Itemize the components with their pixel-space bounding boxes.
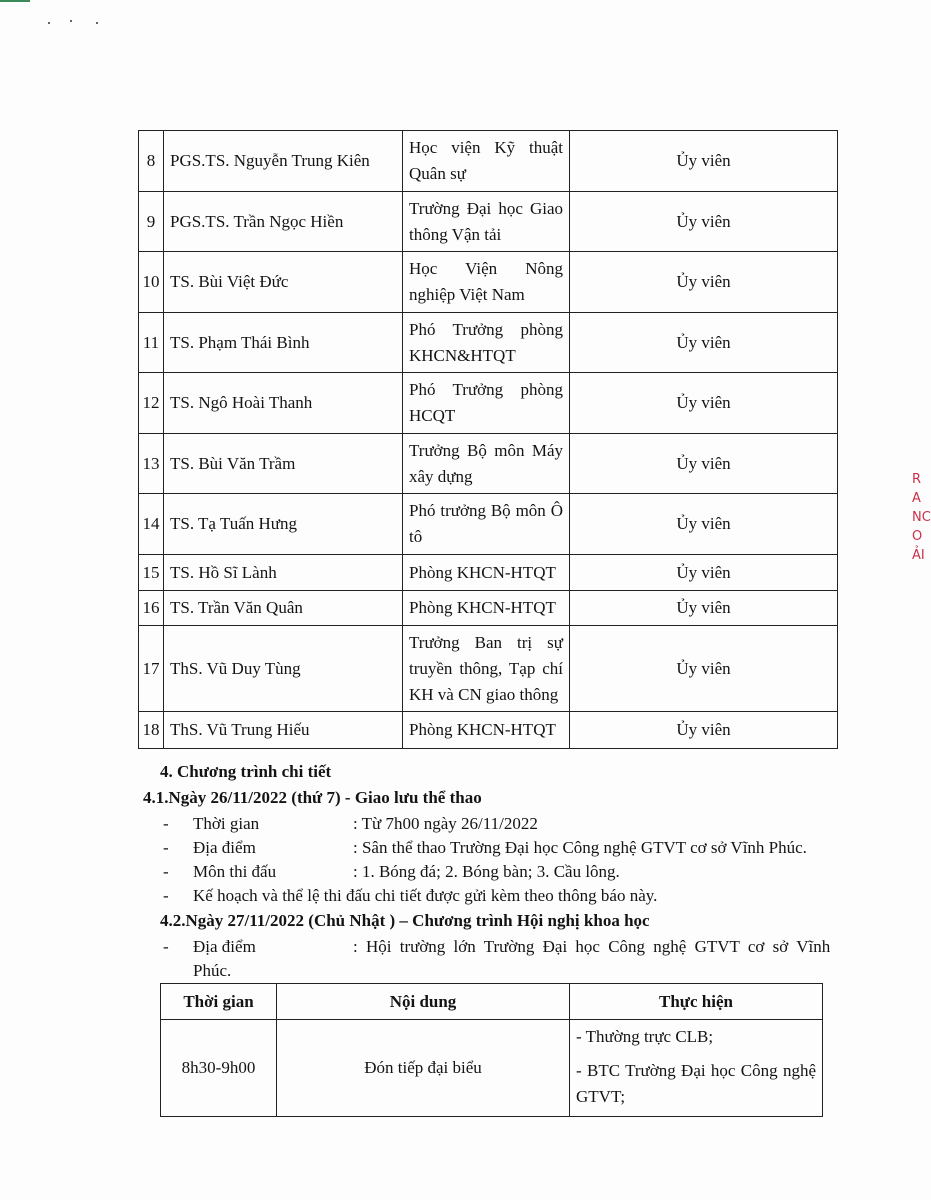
member-organization: Phó Trưởng phòng HCQT <box>403 373 570 434</box>
member-name: ThS. Vũ Trung Hiếu <box>164 712 403 749</box>
table-row <box>139 591 838 626</box>
dash-marker: - <box>163 838 169 857</box>
program-table <box>160 983 823 1117</box>
member-organization: Phòng KHCN-HTQT <box>403 555 570 591</box>
program-time: 8h30-9h00 <box>161 1020 277 1117</box>
table-row <box>139 494 838 555</box>
table-row <box>139 131 838 192</box>
member-role: Ủy viên <box>570 434 838 494</box>
member-role: Ủy viên <box>570 712 838 749</box>
scan-speck <box>70 20 72 22</box>
table-row <box>139 192 838 252</box>
scan-edge-mark <box>0 0 30 2</box>
scan-speck <box>48 22 50 24</box>
member-name: TS. Phạm Thái Bình <box>164 313 403 373</box>
member-role: Ủy viên <box>570 494 838 555</box>
member-name: TS. Bùi Việt Đức <box>164 252 403 313</box>
member-organization: Phòng KHCN-HTQT <box>403 591 570 626</box>
member-number: 13 <box>139 434 164 494</box>
member-organization: Trưởng Ban trị sự truyền thông, Tạp chí KH và CN giao thông <box>403 626 570 712</box>
member-role: Ủy viên <box>570 591 838 626</box>
info-label: Địa điểm <box>193 937 256 956</box>
table-row <box>139 712 838 749</box>
member-number: 8 <box>139 131 164 192</box>
subsection-heading: 4.2.Ngày 27/11/2022 (Chủ Nhật ) – Chương trình Hội nghị khoa học <box>160 911 650 930</box>
member-role: Ủy viên <box>570 313 838 373</box>
info-value: : 1. Bóng đá; 2. Bóng bàn; 3. Cầu lông. <box>353 862 620 881</box>
member-number: 17 <box>139 626 164 712</box>
info-value: : Hội trường lớn Trường Đại học Công nghệ GTVT cơ sở Vĩnh <box>353 937 831 956</box>
dash-marker: - <box>163 814 169 833</box>
member-number: 18 <box>139 712 164 749</box>
member-role: Ủy viên <box>570 131 838 192</box>
table-row <box>139 373 838 434</box>
exec-line: - BTC Trường Đại học Công nghệ GTVT; <box>576 1061 816 1106</box>
member-role: Ủy viên <box>570 626 838 712</box>
note-text: Kế hoạch và thể lệ thi đấu chi tiết được gửi kèm theo thông báo này. <box>193 886 658 905</box>
header-exec: Thực hiện <box>570 984 823 1020</box>
member-role: Ủy viên <box>570 252 838 313</box>
committee-table <box>138 130 838 749</box>
member-organization: Phó trưởng Bộ môn Ô tô <box>403 494 570 555</box>
info-label: Thời gian <box>193 814 260 833</box>
table-row <box>139 252 838 313</box>
section-heading: 4. Chương trình chi tiết <box>160 762 332 781</box>
stamp-fragment: R A NC O ẢI <box>912 472 931 563</box>
member-number: 11 <box>139 313 164 373</box>
table-row <box>139 555 838 591</box>
dash-marker: - <box>163 886 169 905</box>
member-name: TS. Ngô Hoài Thanh <box>164 373 403 434</box>
member-role: Ủy viên <box>570 555 838 591</box>
member-organization: Phó Trưởng phòng KHCN&HTQT <box>403 313 570 373</box>
dash-marker: - <box>163 862 169 881</box>
table-row <box>139 313 838 373</box>
info-label: Môn thi đấu <box>193 862 277 881</box>
member-role: Ủy viên <box>570 192 838 252</box>
member-name: TS. Tạ Tuấn Hưng <box>164 494 403 555</box>
member-number: 10 <box>139 252 164 313</box>
member-organization: Trường Đại học Giao thông Vận tải <box>403 192 570 252</box>
member-organization: Học viện Kỹ thuật Quân sự <box>403 131 570 192</box>
table-row <box>139 626 838 712</box>
member-name: ThS. Vũ Duy Tùng <box>164 626 403 712</box>
scan-speck <box>96 22 98 24</box>
program-content: Đón tiếp đại biểu <box>277 1020 570 1117</box>
subsection-heading: 4.1.Ngày 26/11/2022 (thứ 7) - Giao lưu thể thao <box>143 788 482 807</box>
info-label: Địa điểm <box>193 838 256 857</box>
member-number: 15 <box>139 555 164 591</box>
member-organization: Phòng KHCN-HTQT <box>403 712 570 749</box>
header-time: Thời gian <box>161 984 277 1020</box>
info-value: : Từ 7h00 ngày 26/11/2022 <box>353 814 538 833</box>
header-content: Nội dung <box>277 984 570 1020</box>
member-role: Ủy viên <box>570 373 838 434</box>
member-name: TS. Bùi Văn Trầm <box>164 434 403 494</box>
member-name: TS. Trần Văn Quân <box>164 591 403 626</box>
member-number: 16 <box>139 591 164 626</box>
program-exec <box>570 1020 823 1117</box>
info-continuation: Phúc. <box>193 961 232 980</box>
dash-marker: - <box>163 937 169 956</box>
member-number: 9 <box>139 192 164 252</box>
exec-line: - Thường trực CLB; <box>576 1027 714 1046</box>
info-value: : Sân thể thao Trường Đại học Công nghệ GTVT cơ sở Vĩnh Phúc. <box>353 838 807 857</box>
table-row <box>161 1020 823 1117</box>
member-number: 12 <box>139 373 164 434</box>
table-row <box>139 434 838 494</box>
member-organization: Học Viện Nông nghiệp Việt Nam <box>403 252 570 313</box>
table-header-row <box>161 984 823 1020</box>
member-name: TS. Hồ Sĩ Lành <box>164 555 403 591</box>
member-number: 14 <box>139 494 164 555</box>
member-name: PGS.TS. Nguyễn Trung Kiên <box>164 131 403 192</box>
member-name: PGS.TS. Trần Ngọc Hiền <box>164 192 403 252</box>
member-organization: Trưởng Bộ môn Máy xây dựng <box>403 434 570 494</box>
